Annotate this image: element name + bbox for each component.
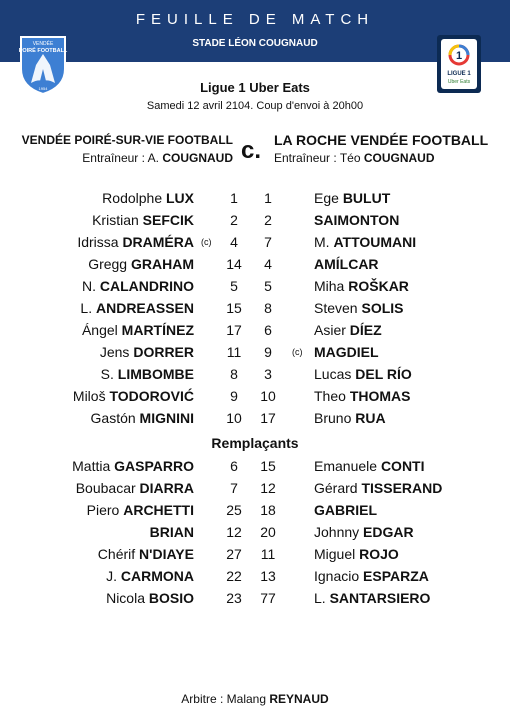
header-banner	[0, 0, 510, 62]
club-logo-year: 1954	[38, 86, 48, 91]
home-player-first: L.	[80, 300, 93, 316]
away-player-first: Emanuele	[314, 458, 378, 474]
away-player-last: MAGDIEL	[314, 344, 379, 360]
away-player-name	[314, 546, 399, 562]
away-player-name	[314, 502, 377, 518]
home-captain-mark: (c)	[201, 237, 212, 247]
lineup-table	[0, 188, 510, 610]
away-player-first: Bruno	[314, 410, 352, 426]
away-player-name	[314, 234, 416, 250]
away-team-name: LA ROCHE VENDÉE FOOTBALL	[274, 132, 489, 148]
home-player-name	[150, 524, 194, 540]
away-player-last: ROJO	[359, 546, 399, 562]
away-player-name	[314, 366, 412, 382]
home-player-last: LIMBOMBE	[117, 366, 194, 382]
home-coach	[82, 151, 233, 165]
home-player-number: 6	[230, 458, 238, 474]
home-player-name	[77, 234, 194, 250]
away-player-name	[314, 212, 399, 228]
away-player-number: 18	[260, 502, 276, 518]
home-player-last: GRAHAM	[131, 256, 194, 272]
home-player-number: 15	[226, 300, 242, 316]
home-player-name	[106, 568, 194, 584]
home-player-name	[72, 458, 194, 474]
home-player-name	[102, 190, 194, 206]
home-player-number: 5	[230, 278, 238, 294]
away-player-number: 1	[264, 190, 272, 206]
lineup-row	[0, 588, 510, 610]
away-coach-prefix: Entraîneur : Téo	[274, 151, 361, 165]
home-player-first: Idrissa	[77, 234, 119, 250]
away-player-last: SOLIS	[361, 300, 404, 316]
home-player-last: TODOROVIĆ	[109, 388, 194, 404]
lineup-row	[0, 210, 510, 232]
home-player-name	[73, 388, 194, 404]
away-player-number: 8	[264, 300, 272, 316]
away-player-first: Theo	[314, 388, 346, 404]
away-player-name	[314, 524, 414, 540]
home-player-last: DORRER	[133, 344, 194, 360]
home-player-number: 14	[226, 256, 242, 272]
home-player-first: Gregg	[88, 256, 128, 272]
match-date: Samedi 12 avril 2104. Coup d'envoi à 20h00	[146, 100, 364, 112]
away-player-number: 20	[260, 524, 276, 540]
away-player-first: Steven	[314, 300, 358, 316]
away-player-last: RUA	[355, 410, 386, 426]
lineup-row	[0, 298, 510, 320]
lineup-row	[0, 478, 510, 500]
home-player-last: ARCHETTI	[123, 502, 194, 518]
away-player-last: DEL RÍO	[355, 366, 412, 382]
away-player-name	[314, 568, 429, 584]
home-player-first: N.	[82, 278, 96, 294]
home-player-first: Mattia	[72, 458, 111, 474]
away-player-name	[314, 322, 382, 338]
away-coach	[274, 151, 435, 165]
home-player-name	[82, 322, 194, 338]
away-player-number: 6	[264, 322, 272, 338]
lineup-row	[0, 276, 510, 298]
away-player-name	[314, 278, 409, 294]
away-player-last: ROŠKAR	[348, 278, 409, 294]
away-player-name	[314, 410, 386, 426]
home-player-name	[91, 410, 194, 426]
home-player-first: Ángel	[81, 322, 118, 338]
away-player-first: M.	[314, 234, 330, 250]
lineup-row	[0, 500, 510, 522]
away-player-last: BULUT	[342, 190, 391, 206]
referee-prefix: Arbitre : Malang	[181, 692, 266, 706]
home-player-last: BRIAN	[149, 524, 194, 540]
away-player-first: Gérard	[314, 480, 358, 496]
home-player-number: 10	[226, 410, 242, 426]
lineup-row	[0, 188, 510, 210]
away-player-last: DÍEZ	[349, 322, 382, 338]
away-player-first: L.	[314, 590, 326, 606]
home-player-number: 8	[230, 366, 238, 382]
away-player-name	[314, 344, 379, 360]
home-team-name: VENDÉE POIRÉ-SUR-VIE FOOTBALL	[21, 133, 233, 147]
home-player-first: J.	[106, 568, 117, 584]
away-player-number: 4	[264, 256, 272, 272]
lineup-row	[0, 364, 510, 386]
home-player-name	[82, 278, 194, 294]
away-player-number: 9	[264, 344, 272, 360]
home-player-last: N'DIAYE	[139, 546, 194, 562]
away-player-last: ATTOUMANI	[333, 234, 417, 250]
away-player-last: EDGAR	[363, 524, 414, 540]
away-captain-mark: (c)	[292, 347, 303, 357]
home-player-name	[98, 546, 194, 562]
home-player-last: DRAMÉRA	[122, 234, 194, 250]
lineup-row	[0, 232, 510, 254]
stadium-name: STADE LÉON COUGNAUD	[192, 38, 318, 49]
club-logo-line1: VENDÉE	[32, 41, 54, 47]
home-player-name	[100, 344, 194, 360]
away-player-name	[314, 480, 442, 496]
home-player-number: 7	[230, 480, 238, 496]
home-player-number: 23	[226, 590, 242, 606]
starters-list	[0, 188, 510, 430]
away-player-first: Ignacio	[314, 568, 360, 584]
away-player-number: 3	[264, 366, 272, 382]
svg-text:1: 1	[455, 50, 463, 62]
away-player-last: TISSERAND	[361, 480, 443, 496]
home-player-number: 17	[226, 322, 242, 338]
competition-name: Ligue 1 Uber Eats	[200, 80, 310, 95]
home-player-number: 22	[226, 568, 242, 584]
home-player-number: 27	[226, 546, 242, 562]
home-player-first: Jens	[99, 344, 130, 360]
home-player-last: CARMONA	[120, 568, 194, 584]
home-player-first: Chérif	[97, 546, 136, 562]
away-player-last: THOMAS	[349, 388, 411, 404]
home-player-first: Miloš	[72, 388, 106, 404]
home-player-last: BOSIO	[148, 590, 194, 606]
versus-label: c.	[241, 137, 262, 164]
lineup-row	[0, 544, 510, 566]
away-coach-last: COUGNAUD	[363, 151, 435, 165]
home-player-number: 25	[226, 502, 242, 518]
away-player-number: 15	[260, 458, 276, 474]
home-player-last: SEFCIK	[142, 212, 194, 228]
away-player-last: CONTI	[380, 458, 425, 474]
away-player-first: Asier	[314, 322, 346, 338]
home-player-last: CALANDRINO	[99, 278, 194, 294]
away-player-first: Johnny	[314, 524, 360, 540]
away-player-number: 7	[264, 234, 272, 250]
lineup-row	[0, 386, 510, 408]
lineup-row	[0, 456, 510, 478]
home-player-name	[88, 256, 194, 272]
home-player-first: Rodolphe	[102, 190, 163, 206]
home-player-first: Gastón	[90, 410, 136, 426]
home-player-number: 9	[230, 388, 238, 404]
lineup-row	[0, 342, 510, 364]
away-player-name	[314, 388, 410, 404]
away-player-number: 5	[264, 278, 272, 294]
lineup-row	[0, 254, 510, 276]
away-player-first: Ege	[314, 190, 339, 206]
away-player-last: ESPARZA	[363, 568, 429, 584]
home-player-number: 4	[230, 234, 238, 250]
away-player-number: 17	[260, 410, 276, 426]
home-player-last: DIARRA	[139, 480, 194, 496]
away-player-first: Miha	[314, 278, 345, 294]
lineup-row	[0, 408, 510, 430]
home-player-last: GASPARRO	[114, 458, 194, 474]
home-player-first: Nicola	[106, 590, 145, 606]
home-player-last: ANDREASSEN	[95, 300, 194, 316]
home-player-name	[76, 480, 194, 496]
home-player-last: MARTÍNEZ	[121, 322, 194, 338]
league-logo-line1: LIGUE 1	[447, 71, 471, 77]
home-player-first: Piero	[86, 502, 120, 518]
home-player-name	[80, 300, 194, 316]
away-player-number: 12	[260, 480, 276, 496]
home-player-number: 11	[226, 344, 242, 360]
away-player-name	[314, 256, 379, 272]
away-player-last: GABRIEL	[314, 502, 377, 518]
home-coach-prefix: Entraîneur : A.	[82, 151, 159, 165]
away-player-last: SANTARSIERO	[329, 590, 431, 606]
away-player-number: 10	[260, 388, 276, 404]
home-player-name	[101, 366, 194, 382]
away-player-number: 11	[260, 546, 276, 562]
home-player-last: LUX	[166, 190, 194, 206]
home-player-number: 1	[230, 190, 238, 206]
away-player-first: Miguel	[314, 546, 356, 562]
home-player-name	[87, 502, 194, 518]
subs-heading	[0, 430, 510, 456]
away-player-first: Lucas	[314, 366, 352, 382]
home-player-name	[106, 590, 194, 606]
league-logo-line2: Uber Eats	[447, 79, 471, 85]
home-player-first: Boubacar	[75, 480, 136, 496]
away-player-number: 13	[260, 568, 276, 584]
referee-line	[0, 692, 510, 706]
page-title: FEUILLE DE MATCH	[135, 11, 375, 28]
lineup-row	[0, 522, 510, 544]
club-logo-line2: POIRÉ FOOTBALL	[18, 48, 68, 54]
home-player-name	[92, 212, 194, 228]
away-player-name	[314, 590, 430, 606]
away-player-name	[314, 190, 390, 206]
away-player-name	[314, 458, 425, 474]
subs-heading-label: Remplaçants	[211, 435, 299, 451]
subs-list	[0, 456, 510, 610]
home-player-number: 2	[230, 212, 238, 228]
home-player-number: 12	[226, 524, 242, 540]
away-player-last: SAIMONTON	[314, 212, 400, 228]
away-player-number: 77	[260, 590, 276, 606]
home-player-first: S.	[100, 366, 114, 382]
away-player-last: AMÍLCAR	[314, 256, 379, 272]
referee-name: REYNAUD	[269, 692, 329, 706]
lineup-row	[0, 566, 510, 588]
home-player-last: MIGNINI	[139, 410, 194, 426]
lineup-row	[0, 320, 510, 342]
away-player-number: 2	[264, 212, 272, 228]
home-player-first: Kristian	[92, 212, 139, 228]
home-coach-last: COUGNAUD	[162, 151, 233, 165]
away-player-name	[314, 300, 404, 316]
